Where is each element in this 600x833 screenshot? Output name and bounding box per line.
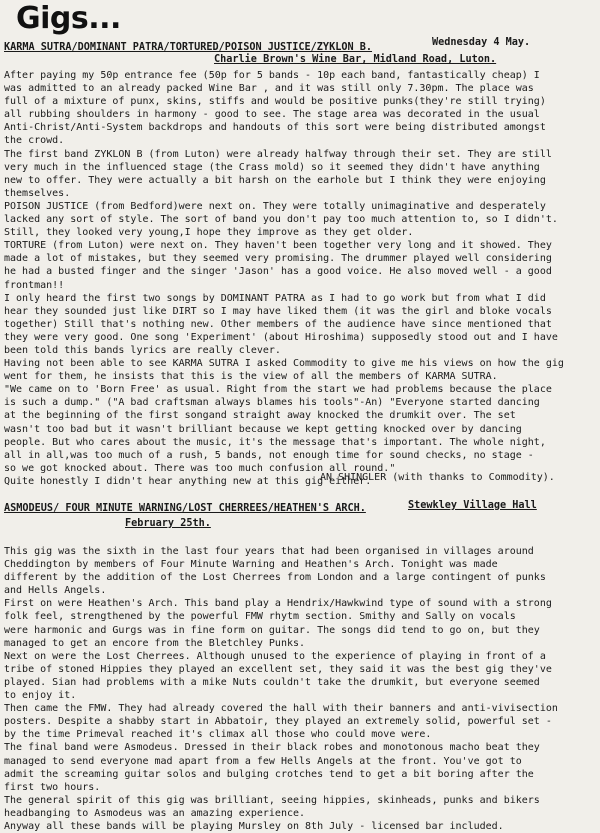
section2-venue: Stewkley Village Hall [408, 500, 537, 511]
text-line: hear they sounded just like DIRT so I may have liked them (it was the girl and bloke vocals [4, 305, 552, 317]
section1-venue: Charlie Brown's Wine Bar, Midland Road, Luton. [214, 54, 497, 65]
text-line: people. But who cares about the music, it's the message that's important. The whole night, [4, 436, 546, 448]
text-line: they were very good. One song 'Experiment' (about Hiroshima) supposedly stood out and I have [4, 331, 558, 343]
text-line: made a lot of mistakes, but they seemed very promising. The drummer played well considering [4, 253, 552, 265]
text-line: were harmonic and Gurgs was in fine form on guitar. The songs did tend to go on, but they [4, 624, 540, 636]
text-line: wasn't too bad but it wasn't brilliant because we kept getting knocked over by dancing [4, 423, 522, 435]
section1-review-body [4, 69, 596, 488]
text-line: very much in the influenced stage (the Crass mold) so it seemed they didn't have anything [4, 161, 540, 173]
text-line: admit the screaming guitar solos and bulging crotches tend to get a bit boring after the [4, 768, 534, 780]
text-line: This gig was the sixth in the last four years that had been organised in villages around [4, 546, 534, 557]
text-line: so we got knocked about. There was too much confusion all round." [4, 462, 396, 474]
text-line: Cheddington by members of Four Minute Warning and Heathen's Arch. Tonight was made [4, 559, 498, 571]
text-line: managed to send everyone mad apart from a few Hells Angels at the front. You've got to [4, 755, 522, 767]
text-line: the crowd. [4, 135, 65, 147]
text-line: The first band ZYKLON B (from Luton) were already halfway through their set. They are still [4, 148, 552, 160]
text-line: at the beginning of the first songand straight away knocked the drumkit over. The set [4, 410, 516, 422]
review-signature: AN SHINGLER (with thanks to Commodity). [320, 472, 555, 483]
section1-date: Wednesday 4 May. [432, 37, 531, 48]
text-line: to enjoy it. [4, 690, 77, 702]
text-line: managed to get an encore from the Bletchley Punks. [4, 637, 306, 649]
text-line: played. Sian had problems with a mike Nuts couldn't take the drumkit, but everyone seemed [4, 676, 540, 688]
text-line: new to offer. They were actually a bit harsh on the earhole but I think they were enjoying [4, 174, 546, 186]
text-line: headbanging to Asmodeus was an amazing experience. [4, 807, 306, 819]
text-line: Still, they looked very young,I hope they improve as they get older. [4, 227, 414, 239]
text-line: First on were Heathen's Arch. This band play a Hendrix/Hawkwind type of sound with a strong [4, 598, 552, 610]
text-line: Having not been able to see KARMA SUTRA I asked Commodity to give me his views on how the gig [4, 358, 564, 370]
text-line: all rubbing shoulders in harmony - good to see. The stage area was decorated in the usual [4, 109, 540, 121]
text-line: Then came the FMW. They had already covered the hall with their banners and anti-vivisection [4, 703, 558, 715]
text-line: different by the addition of the Lost Cherrees from London and a large contingent of punks [4, 572, 546, 584]
text-line: and Hells Angels. [4, 585, 107, 597]
text-line: is such a dump." ("A bad craftsman always blames his tools"-An) "Everyone started dancing [4, 397, 540, 409]
text-line: he had a busted finger and the singer 'Jason' has a good voice. He also moved well - a good [4, 266, 552, 278]
text-line: Anti-Christ/Anti-System backdrops and handouts of this sort were being distributed amongst [4, 122, 546, 134]
text-line: folk feel, strengthened by the powerful FMW rhytm section. Smithy and Sally on vocals [4, 611, 516, 623]
text-line: all in all,was too much of a rush, 5 bands, not enough time for sound checks, no stage - [4, 449, 534, 461]
text-line: POISON JUSTICE (from Bedford)were next on. They were totally unimaginative and desperately [4, 200, 546, 212]
section2-date: February 25th. [125, 518, 211, 529]
text-line: TORTURE (from Luton) were next on. They haven't been together very long and it showed. They [4, 240, 552, 252]
text-line: Next on were the Lost Cherrees. Although unused to the experience of playing in front of a [4, 650, 546, 662]
text-line: themselves. [4, 187, 71, 199]
text-line: frontman!! [4, 279, 65, 291]
section1-bands-header: KARMA SUTRA/DOMINANT PATRA/TORTURED/POISON JUSTICE/ZYKLON B. [4, 42, 373, 53]
text-line: Anyway all these bands will be playing Mursley on 8th July - licensed bar included. [4, 820, 504, 832]
text-line: full of a mixture of punx, skins, stiffs and would be positive punks(they're still trying) [4, 96, 546, 108]
text-line: After paying my 50p entrance fee (50p for 5 bands - 10p each band, fantastically cheap) I [4, 70, 540, 81]
text-line: I only heard the first two songs by DOMINANT PATRA as I had to go work but from what I did [4, 292, 546, 304]
text-line: together) Still that's nothing new. Other members of the audience have since mentioned that [4, 318, 552, 330]
text-line: The final band were Asmodeus. Dressed in their black robes and monotonous macho beat they [4, 742, 540, 754]
text-line: posters. Despite a shabby start in Abbatoir, they played an extremely solid, powerful set - [4, 716, 552, 728]
text-line: tribe of stoned Hippies they played an excellent set, they said it was the best gig they've [4, 663, 552, 675]
text-line: been told this bands lyrics are really clever. [4, 344, 281, 356]
text-line: first two hours. [4, 781, 101, 793]
section2-bands-header: ASMODEUS/ FOUR MINUTE WARNING/LOST CHERREES/HEATHEN'S ARCH. [4, 503, 366, 514]
page-title: Gigs... [16, 1, 121, 36]
text-line: "We came on to 'Born Free' as usual. Right from the start we had problems because the place [4, 384, 552, 396]
text-line: The general spirit of this gig was brilliant, seeing hippies, skinheads, punks and bikers [4, 794, 540, 806]
text-line: was admitted to an already packed Wine Bar , and it was still only 7.30pm. The place was [4, 83, 534, 95]
text-line: by the time Primeval reached it's climax all those who could move were. [4, 729, 432, 741]
text-line: Quite honestly I didn't hear anything new at this gig either. [4, 475, 372, 487]
text-line: lacked any sort of style. The sort of band you don't pay too much attention to, so I didn't. [4, 214, 558, 226]
section2-review-body [4, 545, 596, 833]
text-line: went for them, he insists that this is the view of all the members of KARMA SUTRA. [4, 371, 498, 383]
